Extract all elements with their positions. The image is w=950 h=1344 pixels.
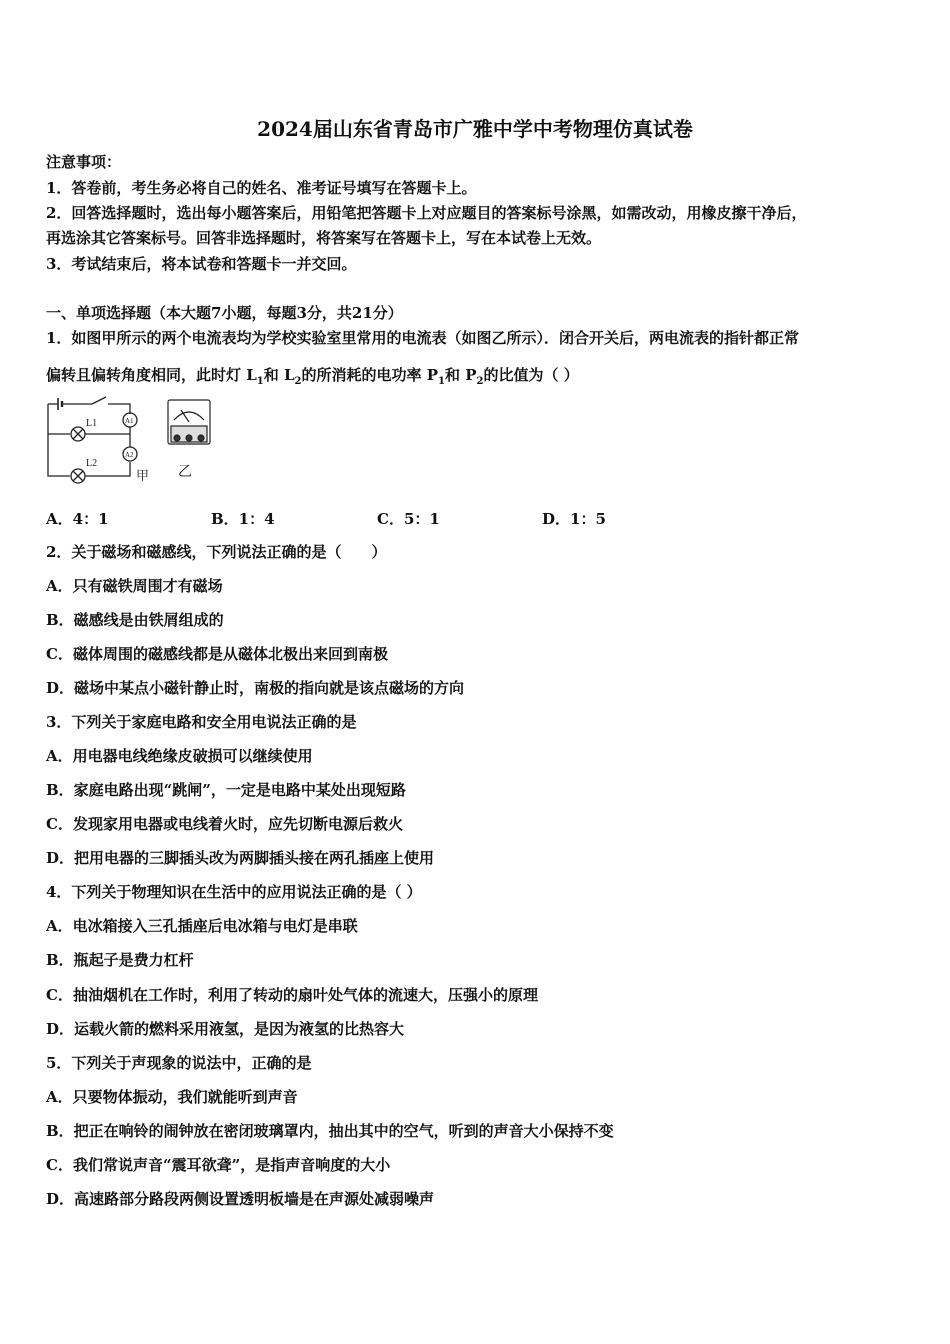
q2-option-d[interactable]: D．磁场中某点小磁针静止时，南极的指向就是该点磁场的方向 [46, 679, 465, 697]
q3-option-a[interactable]: A．用电器电线绝缘皮破损可以继续使用 [46, 747, 313, 765]
q3-option-d[interactable]: D．把用电器的三脚插头改为两脚插头接在两孔插座上使用 [46, 849, 435, 867]
q2-stem: 2．关于磁场和磁感线，下列说法正确的是（ ） [46, 543, 387, 561]
q1-option-b[interactable]: B．1：4 [211, 510, 275, 528]
section-heading: 一、单项选择题（本大题7小题，每题3分，共21分） [46, 304, 403, 322]
q1-circuit-figure [40, 392, 230, 487]
q5-option-b[interactable]: B．把正在响铃的闹钟放在密闭玻璃罩内，抽出其中的空气，听到的声音大小保持不变 [46, 1122, 614, 1140]
label-A2: A2 [125, 451, 134, 459]
notice-item-1: 1．答卷前，考生务必将自己的姓名、准考证号填写在答题卡上。 [46, 179, 477, 197]
q4-option-b[interactable]: B．瓶起子是费力杠杆 [46, 951, 194, 969]
q3-option-b[interactable]: B．家庭电路出现“跳闸”，一定是电路中某处出现短路 [46, 781, 406, 799]
notice-item-2-cont: 再选涂其它答案标号。回答非选择题时，将答案写在答题卡上，写在本试卷上无效。 [46, 229, 602, 247]
label-A1: A1 [125, 417, 134, 425]
label-L1: L1 [86, 418, 98, 429]
q4-option-d[interactable]: D．运载火箭的燃料采用液氢，是因为液氢的比热容大 [46, 1020, 405, 1038]
q1-option-c[interactable]: C．5：1 [377, 510, 440, 528]
q2-option-b[interactable]: B．磁感线是由铁屑组成的 [46, 611, 224, 629]
q3-option-c[interactable]: C．发现家用电器或电线着火时，应先切断电源后救火 [46, 815, 403, 833]
label-yi: 乙 [178, 465, 192, 480]
q5-option-c[interactable]: C．我们常说声音“震耳欲聋”，是指声音响度的大小 [46, 1156, 391, 1174]
q2-option-a[interactable]: A．只有磁铁周围才有磁场 [46, 577, 223, 595]
q1-option-a[interactable]: A．4：1 [46, 510, 109, 528]
notice-heading: 注意事项： [46, 153, 122, 171]
q5-option-a[interactable]: A．只要物体振动，我们就能听到声音 [46, 1088, 298, 1106]
notice-item-3: 3．考试结束后，将本试卷和答题卡一并交回。 [46, 255, 357, 273]
q4-option-c[interactable]: C．抽油烟机在工作时，利用了转动的扇叶处气体的流速大，压强小的原理 [46, 986, 538, 1004]
label-jia: 甲 [136, 468, 150, 483]
q4-stem: 4．下列关于物理知识在生活中的应用说法正确的是（ ） [46, 883, 422, 901]
ammeter-yi [168, 400, 210, 444]
exam-title: 2024届山东省青岛市广雅中学中考物理仿真试卷 [257, 117, 693, 141]
q4-option-a[interactable]: A．电冰箱接入三孔插座后电冰箱与电灯是串联 [46, 917, 358, 935]
q5-stem: 5．下列关于声现象的说法中，正确的是 [46, 1054, 312, 1072]
circuit-diagram-jia [48, 397, 137, 483]
label-L2: L2 [86, 458, 98, 469]
q1-option-d[interactable]: D．1：5 [542, 510, 606, 528]
q2-option-c[interactable]: C．磁体周围的磁感线都是从磁体北极出来回到南极 [46, 645, 388, 663]
notice-item-2: 2．回答选择题时，选出每小题答案后，用铅笔把答题卡上对应题目的答案标号涂黑，如需改动，用橡皮擦干净后， [46, 204, 807, 222]
q3-stem: 3．下列关于家庭电路和安全用电说法正确的是 [46, 713, 357, 731]
q1-stem-line1: 1．如图甲所示的两个电流表均为学校实验室里常用的电流表（如图乙所示）．闭合开关后，两电流表的指针都正常 [46, 329, 799, 347]
q1-stem-line2: 偏转且偏转角度相同，此时灯 $L_1$和 $L_2$的所消耗的电功率 $P_1$和 $P_2$的比值为（ ） [46, 366, 579, 387]
q5-option-d[interactable]: D．高速路部分路段两侧设置透明板墙是在声源处减弱噪声 [46, 1190, 435, 1208]
